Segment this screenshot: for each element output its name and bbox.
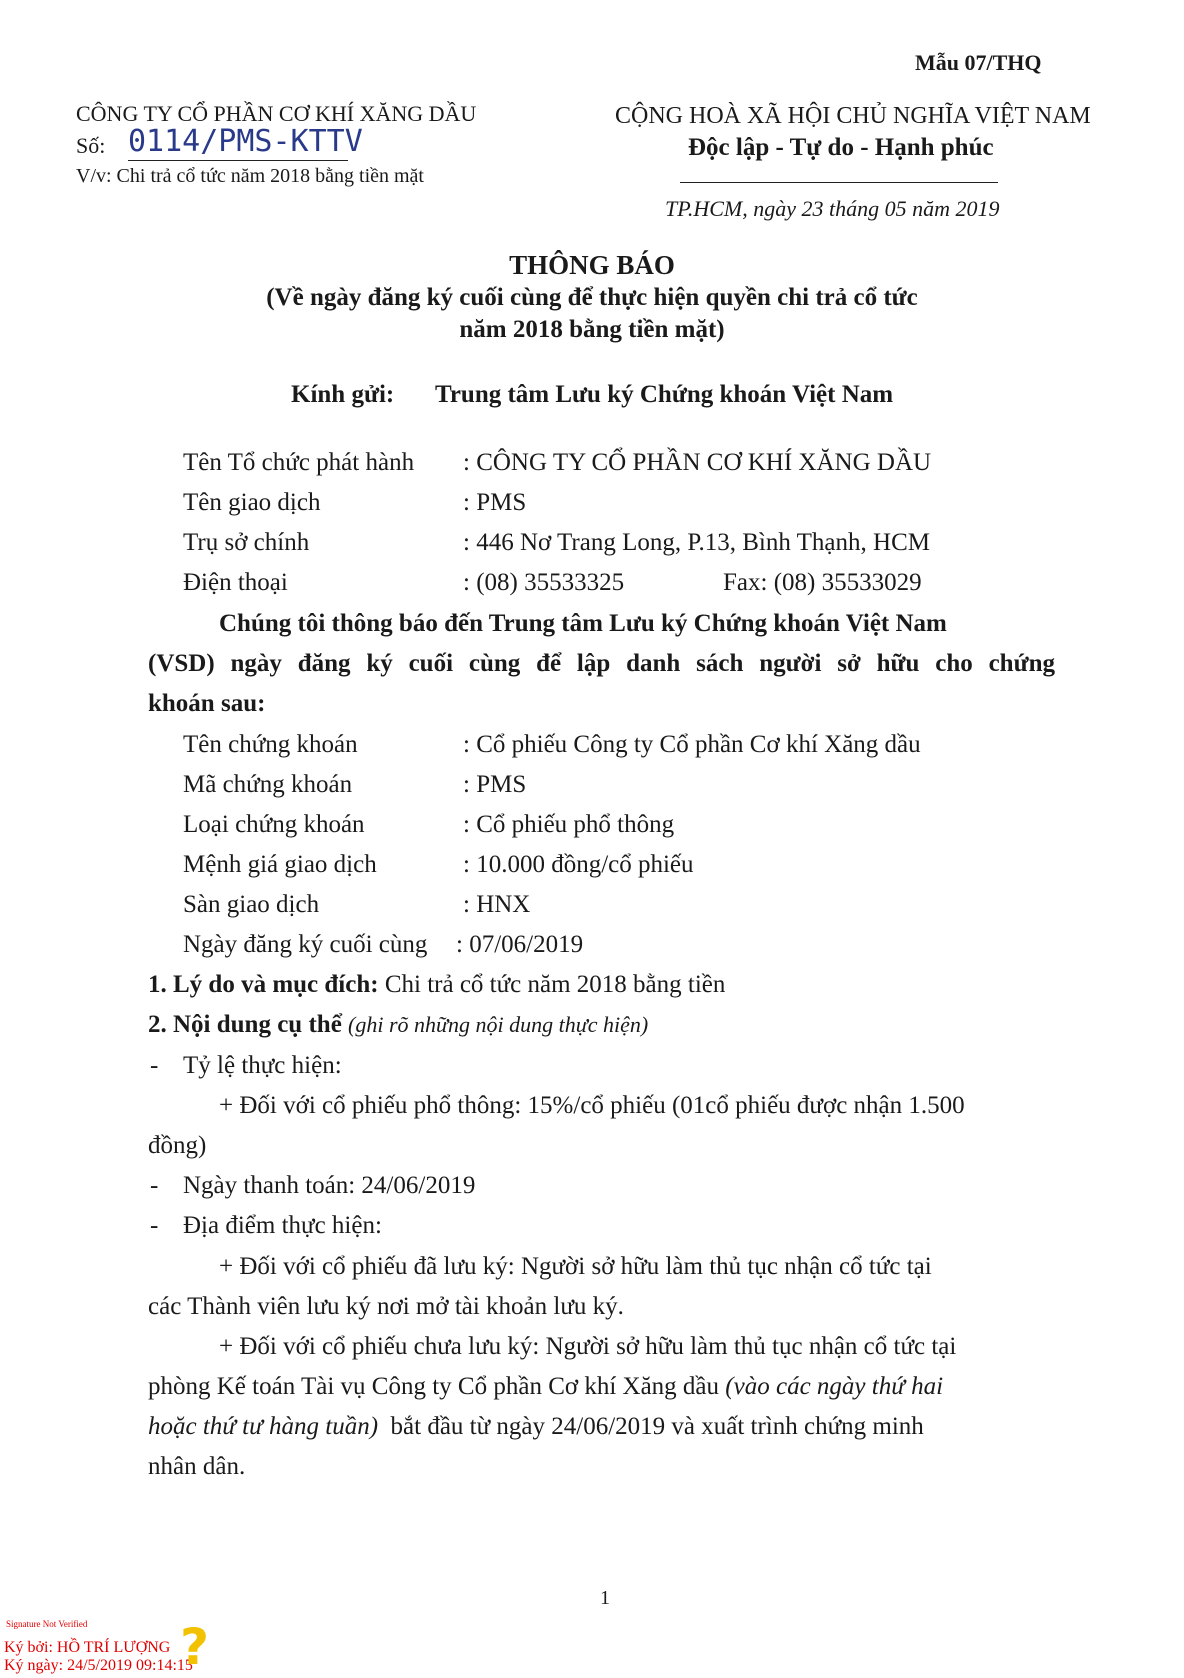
undeposited-line-3-italic: hoặc thứ tư hàng tuần) [148, 1413, 379, 1440]
info-value: : 10.000 đồng/cổ phiếu [463, 851, 694, 878]
section-1-text: Chi trả cổ tức năm 2018 bằng tiền [384, 971, 726, 998]
question-mark-icon: ? [180, 1618, 210, 1676]
bullet-dash: - [150, 1212, 159, 1239]
phone-label: Điện thoại [183, 569, 288, 596]
info-value: : Cổ phiếu Công ty Cổ phần Cơ khí Xăng dầu [463, 731, 921, 758]
intro-line-2: (VSD) ngày đăng ký cuối cùng để lập danh sách người sở hữu cho chứng [148, 650, 1055, 677]
undeposited-line-2 [148, 1373, 943, 1401]
signature-signer: Ký bởi: HỒ TRÍ LƯỢNG [4, 1639, 171, 1656]
company-name: CÔNG TY CỔ PHẦN CƠ KHÍ XĂNG DẦU [76, 101, 477, 126]
notice-title: THÔNG BÁO [509, 250, 675, 280]
info-label: Mệnh giá giao dịch [183, 851, 377, 878]
recipient-label: Kính gửi: [291, 381, 395, 408]
info-label: Mã chứng khoán [183, 771, 353, 798]
info-value: : 446 Nơ Trang Long, P.13, Bình Thạnh, HCM [463, 529, 930, 556]
place-label: Địa điểm thực hiện: [183, 1212, 382, 1239]
page-number: 1 [600, 1587, 610, 1609]
fax-value: Fax: (08) 35533029 [723, 569, 922, 596]
undeposited-line-2-text: phòng Kế toán Tài vụ Công ty Cổ phần Cơ khí Xăng dầu [148, 1373, 720, 1400]
document-number-underline [128, 160, 348, 161]
document-number-handwritten: 0114/PMS-KTTV [128, 124, 363, 159]
info-label: Tên Tổ chức phát hành [183, 449, 415, 476]
rate-label: Tỷ lệ thực hiện: [183, 1052, 342, 1079]
info-value: : HNX [463, 891, 531, 918]
nation-title: CỘNG HOÀ XÃ HỘI CHỦ NGHĨA VIỆT NAM [615, 103, 1091, 129]
recipient-name: Trung tâm Lưu ký Chứng khoán Việt Nam [435, 381, 894, 408]
payment-date: Ngày thanh toán: 24/06/2019 [183, 1172, 476, 1199]
bullet-dash: - [150, 1052, 159, 1079]
section-2 [148, 1011, 648, 1039]
intro-line-3: khoán sau: [148, 690, 266, 717]
deposited-line-1: + Đối với cổ phiếu đã lưu ký: Người sở hữu làm thủ tục nhận cổ tức tại [219, 1253, 932, 1280]
signature-status: Signature Not Verified [6, 1619, 88, 1629]
bullet-dash: - [150, 1172, 159, 1199]
nation-motto: Độc lập - Tự do - Hạnh phúc [688, 134, 994, 161]
document-number-label: Số: [76, 133, 106, 158]
document-date: TP.HCM, ngày 23 tháng 05 năm 2019 [665, 196, 1000, 221]
info-label: Loại chứng khoán [183, 811, 365, 838]
record-date-value: : 07/06/2019 [456, 931, 584, 958]
signature-date: Ký ngày: 24/5/2019 09:14:15 [4, 1657, 193, 1674]
notice-subtitle-line-2: năm 2018 bằng tiền mặt) [459, 316, 725, 343]
info-value: : PMS [463, 771, 527, 798]
form-code: Mẫu 07/THQ [915, 50, 1042, 75]
info-label: Sàn giao dịch [183, 891, 320, 918]
rate-line-2: đồng) [148, 1132, 207, 1159]
info-label: Tên chứng khoán [183, 731, 358, 758]
info-label: Trụ sở chính [183, 529, 310, 556]
undeposited-line-1: + Đối với cổ phiếu chưa lưu ký: Người sở hữu làm thủ tục nhận cổ tức tại [219, 1333, 957, 1360]
info-value: : CÔNG TY CỔ PHẦN CƠ KHÍ XĂNG DẦU [463, 449, 932, 476]
deposited-line-2: các Thành viên lưu ký nơi mở tài khoản lưu ký. [148, 1293, 624, 1320]
rate-line-1: + Đối với cổ phiếu phổ thông: 15%/cổ phiếu (01cổ phiếu được nhận 1.500 [219, 1092, 965, 1119]
info-value: : PMS [463, 489, 527, 516]
document-subject: V/v: Chi trả cổ tức năm 2018 bằng tiền mặt [76, 165, 424, 187]
undeposited-line-3-text: bắt đầu từ ngày 24/06/2019 và xuất trình chứng minh [390, 1413, 924, 1440]
intro-line-1: Chúng tôi thông báo đến Trung tâm Lưu ký Chứng khoán Việt Nam [219, 610, 947, 637]
undeposited-line-2-italic: (vào các ngày thứ hai [725, 1373, 944, 1400]
motto-underline [680, 182, 998, 183]
record-date-label: Ngày đăng ký cuối cùng [183, 931, 428, 958]
section-1 [148, 971, 725, 999]
section-1-heading: 1. Lý do và mục đích: [148, 971, 379, 998]
phone-value: : (08) 35533325 [463, 569, 625, 596]
notice-subtitle-line-1: (Về ngày đăng ký cuối cùng để thực hiện quyền chi trả cổ tức [266, 284, 918, 311]
undeposited-line-4: nhân dân. [148, 1453, 246, 1480]
info-label: Tên giao dịch [183, 489, 321, 516]
section-2-heading: 2. Nội dung cụ thể [148, 1011, 342, 1038]
section-2-note: (ghi rõ những nội dung thực hiện) [348, 1012, 649, 1037]
info-value: : Cổ phiếu phổ thông [463, 811, 675, 838]
undeposited-line-3 [148, 1413, 924, 1441]
